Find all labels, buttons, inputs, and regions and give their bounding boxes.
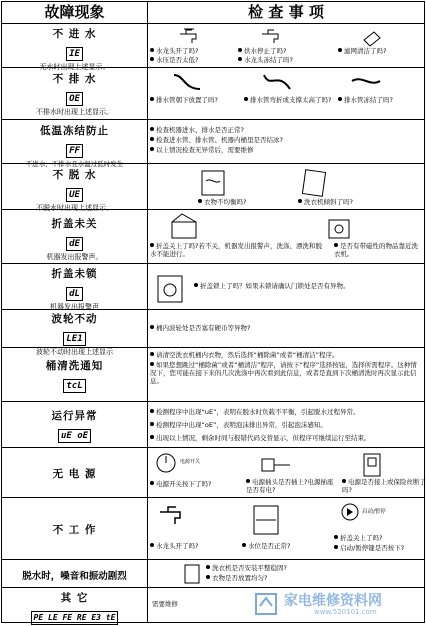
check-item: 水位是否正常? bbox=[248, 542, 291, 550]
symptom-note: 机器发出报警声 bbox=[50, 303, 99, 311]
row-no-drain bbox=[2, 67, 424, 119]
check-item: 启动/暂停键是否按下? bbox=[340, 544, 405, 552]
water-level-icon bbox=[248, 502, 284, 538]
check-item: 折盖锁上了吗？如果未锁请确认门锁处是否有异物。 bbox=[200, 282, 350, 290]
symptom-name: 折盖未锁 bbox=[51, 268, 98, 280]
check-item: 排水管弯折或支撑太高了吗? bbox=[250, 96, 332, 104]
check-item: 电源是否接上或保险丝断了吗? bbox=[342, 478, 426, 494]
check-item: 检查机器进水、排水是否正常? bbox=[156, 126, 244, 134]
row-lid-open bbox=[2, 209, 424, 263]
header-checks: 检 查 事 项 bbox=[248, 3, 324, 21]
row-abnormal-operation bbox=[2, 401, 424, 447]
drain-hose-icon bbox=[348, 71, 388, 93]
row-tub-clean-notice bbox=[2, 347, 424, 401]
symptom-note: 不脱水时出现上述显示。 bbox=[36, 204, 113, 212]
tilted-washer-icon bbox=[298, 167, 330, 197]
row-not-working bbox=[2, 497, 424, 559]
check-item: 折盖关上了吗?若不关，机器发出报警声，洗涤、漂洗和脱水不能进行。 bbox=[150, 242, 322, 258]
symptom-name: 桶清洗通知 bbox=[45, 360, 104, 372]
watermark-text: 家电维修资料网 bbox=[284, 593, 382, 609]
error-code: IE bbox=[66, 47, 83, 61]
error-code: UE bbox=[66, 188, 83, 202]
check-item: 排水管冻结了吗? bbox=[344, 96, 393, 104]
error-code: PE LE FE RE E3 tE bbox=[31, 611, 119, 625]
symptom-name: 不 排 水 bbox=[52, 73, 97, 85]
check-item: 滤网清洁了吗? bbox=[344, 47, 387, 55]
filter-icon bbox=[358, 26, 392, 48]
start-pause-button-icon bbox=[340, 502, 360, 522]
watermark bbox=[254, 588, 424, 622]
symptom-name: 波轮不动 bbox=[51, 313, 98, 325]
faucet-icon bbox=[176, 26, 210, 48]
drain-hose-icon bbox=[260, 71, 300, 93]
check-item: 桶内波轮处是否塞有硬币等异物? bbox=[156, 324, 251, 332]
check-item: 折盖关上了吗? bbox=[340, 534, 383, 542]
check-item: 检测程序中出现“oE”，表明泡沫排出异常，引起泡沫感知。 bbox=[156, 421, 327, 429]
check-item: 需要维修 bbox=[152, 600, 178, 608]
faucet-icon bbox=[258, 26, 292, 48]
error-code: uE oE bbox=[58, 429, 91, 443]
symptom-name: 脱水时，噪音和振动剧烈 bbox=[22, 571, 127, 582]
fuse-box-icon bbox=[358, 450, 388, 480]
symptom-name: 不 工 作 bbox=[52, 524, 97, 536]
start-pause-label: 启动/暂停 bbox=[362, 509, 386, 515]
symptom-note: 机器发出报警声。 bbox=[46, 253, 103, 261]
check-item: 检查进水管、排水管、机器内桶里是否结冰? bbox=[156, 136, 283, 144]
check-item: 以上情况检查无异常后，需要维修 bbox=[156, 146, 254, 154]
check-item: 洗衣机是否安装平整稳固? bbox=[212, 564, 287, 572]
check-item: 是否有带磁性的物品靠近洗衣机。 bbox=[334, 242, 418, 258]
error-code: LE1 bbox=[63, 332, 85, 346]
row-freeze-protection bbox=[2, 119, 424, 168]
row-lid-unlocked bbox=[2, 263, 424, 309]
drain-hose-icon bbox=[170, 71, 210, 93]
watermark-logo-icon bbox=[254, 590, 282, 618]
symptom-note: 无水时出现上述显示。 bbox=[39, 63, 110, 71]
error-code: OE bbox=[66, 92, 83, 106]
error-code: tcL bbox=[63, 379, 85, 393]
row-no-spin bbox=[2, 163, 424, 212]
check-item: 衣物是否放置均匀? bbox=[212, 574, 268, 582]
check-item: 出现以上情况，剩余时间与报错代码交替显示，但程序可继续运行至结束。 bbox=[156, 434, 371, 442]
error-code: FF bbox=[66, 144, 83, 158]
check-item: 水压是否太低? bbox=[156, 56, 199, 64]
row-spin-noise bbox=[2, 559, 424, 587]
symptom-note: 不进水、不排水且水温过低时发生 bbox=[25, 160, 124, 168]
washer-icon bbox=[182, 563, 202, 585]
symptom-name: 不 进 水 bbox=[52, 28, 97, 40]
check-item: 供水停止了吗? bbox=[244, 47, 287, 55]
check-item: 如果您想跳过“桶除菌”或者“桶清洁”程序，请按下“程序”选择按钮，选择所需程序。这种情况下，您可能在接下来的几次洗涤中再次看到此信息，或者是直到下次桶清洗时再次显示此信息。 bbox=[150, 361, 417, 385]
error-code: dE bbox=[66, 237, 83, 251]
washer-lock-icon bbox=[152, 268, 190, 306]
table-header bbox=[2, 2, 424, 23]
power-plug-icon bbox=[258, 451, 294, 477]
check-item: 水龙头开了吗? bbox=[156, 542, 199, 550]
check-item: 水龙头开了吗? bbox=[156, 47, 199, 55]
error-code: dL bbox=[66, 287, 83, 301]
symptom-name: 折盖未关 bbox=[51, 218, 98, 230]
power-switch-label: 电源开关 bbox=[180, 459, 201, 465]
check-item: 水龙头冻结了吗? bbox=[244, 56, 293, 64]
check-item: 排水管朝下放置了吗? bbox=[156, 96, 218, 104]
symptom-note: 波轮不动时出现上述显示 bbox=[36, 348, 113, 356]
row-no-power bbox=[2, 447, 424, 497]
washer-tub-icon bbox=[198, 167, 228, 197]
symptom-name: 其 它 bbox=[60, 592, 89, 604]
troubleshooting-table bbox=[1, 1, 425, 623]
watermark-url: www.520101.com bbox=[314, 608, 377, 616]
check-item: 请清空洗衣机桶内衣物，然后选择“桶除菌”或者“桶清洁”程序。 bbox=[156, 351, 339, 359]
power-button-icon bbox=[154, 451, 178, 475]
symptom-note: 不排水时出现上述显示。 bbox=[36, 108, 113, 116]
symptom-name: 低温冻结防止 bbox=[40, 125, 109, 137]
faucet-icon bbox=[156, 502, 196, 536]
check-item: 电源插头是否插上?电源插座是否有电? bbox=[246, 478, 334, 494]
header-symptom: 故障现象 bbox=[2, 2, 148, 23]
magnet-item-icon bbox=[323, 212, 357, 240]
check-item: 电源开关按下了吗? bbox=[156, 480, 212, 488]
symptom-name: 无 电 源 bbox=[52, 468, 97, 480]
check-item: 检测程序中出现“uE”，表明在脱水时负载不平衡，引起脱水过程异常。 bbox=[156, 408, 360, 416]
check-item: 洗衣机倾斜了吗? bbox=[304, 198, 353, 206]
row-no-water-in bbox=[2, 23, 424, 71]
check-item: 衣物不均衡吗? bbox=[204, 198, 247, 206]
symptom-name: 运行异常 bbox=[51, 410, 98, 422]
open-lid-icon bbox=[168, 212, 202, 240]
symptom-name: 不 脱 水 bbox=[52, 169, 97, 181]
